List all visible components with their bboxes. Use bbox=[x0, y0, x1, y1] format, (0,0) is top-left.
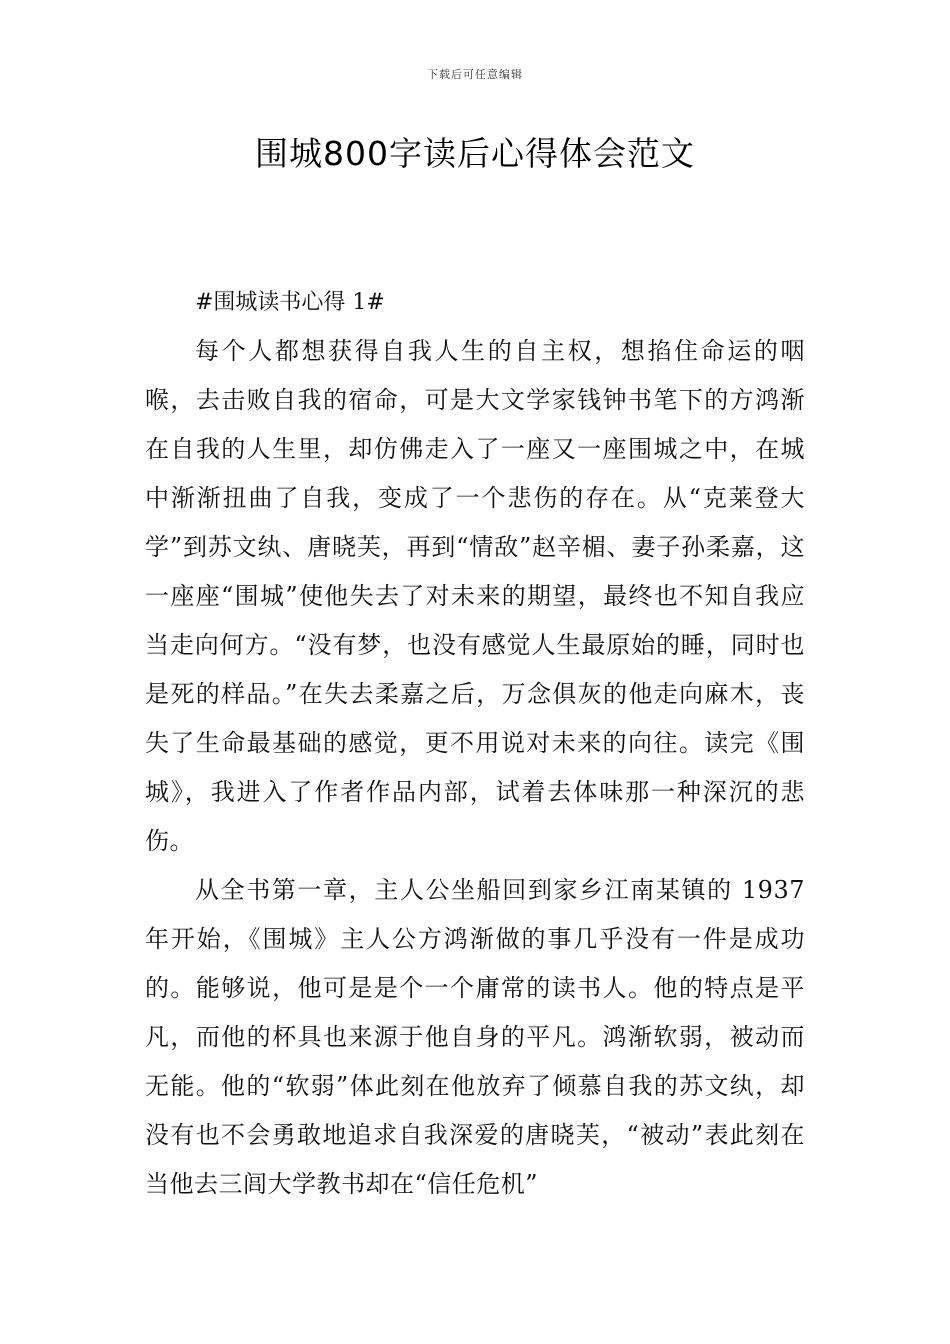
document-body bbox=[145, 278, 805, 1209]
section-heading: #围城读书心得 1# bbox=[195, 290, 385, 315]
paragraph-2: 从全书第一章，主人公坐船回到家乡江南某镇的 1937 年开始，《围城》主人公方鸿渐做的事几乎没有一件是成功的。能够说，他可是是个一个庸常的读书人。他的特点是平凡，而他的杯具也来源于他自身的平凡。鸿渐软弱，被动而无能。他的“软弱”体此刻在他放弃了倾慕自我的苏文纨，却没有也不会勇敢地追求自我深爱的唐晓芙，“被动”表此刻在当他去三闾大学教书却在“信任危机” bbox=[145, 876, 805, 1198]
paragraph-1: 每个人都想获得自我人生的自主权，想掐住命运的咽喉，去击败自我的宿命，可是大文学家钱钟书笔下的方鸿渐在自我的人生里，却仿佛走入了一座又一座围城之中，在城中渐渐扭曲了自我，变成了一个悲伤的存在。从“克莱登大学”到苏文纨、唐晓芙，再到“情敌”赵辛楣、妻子孙柔嘉，这一座座“围城”使他失去了对未来的期望，最终也不知自我应当走向何方。“没有梦，也没有感觉人生最原始的睡，同时也是死的样品。”在失去柔嘉之后，万念俱灰的他走向麻木，丧失了生命最基础的感觉，更不用说对未来的向往。读完《围城》，我进入了作者作品内部，试着去体味那一种深沉的悲伤。 bbox=[145, 337, 805, 855]
document-title: 围城800字读后心得体会范文 bbox=[255, 134, 695, 173]
header-note: 下载后可任意编辑 bbox=[427, 68, 523, 81]
